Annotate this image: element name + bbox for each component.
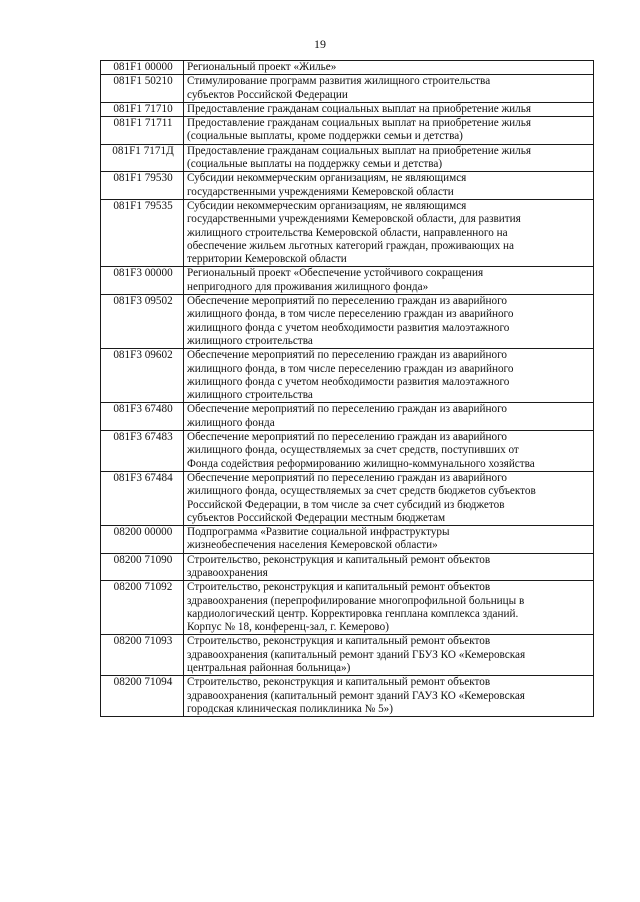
description-cell: Стимулирование программ развития жилищного строительства субъектов Российской Федерации xyxy=(184,75,594,103)
budget-code-cell: 08200 71090 xyxy=(101,553,184,581)
description-cell: Строительство, реконструкция и капитальный ремонт объектов здравоохранения (перепрофилирование многопрофильной больницы в кардиологический центр. Корректировка генплана комплекса зданий. Корпус № 18, конференц-зал, г. Кемерово) xyxy=(184,581,594,635)
budget-code-cell: 081F1 00000 xyxy=(101,61,184,75)
budget-code-cell: 081F3 09502 xyxy=(101,295,184,349)
description-cell: Предоставление гражданам социальных выплат на приобретение жилья (социальные выплаты на поддержку семьи и детства) xyxy=(184,144,594,172)
table-row xyxy=(101,349,594,403)
budget-code-cell: 08200 71093 xyxy=(101,635,184,676)
description-cell: Обеспечение мероприятий по переселению граждан из аварийного жилищного фонда, в том числе переселению граждан из аварийного жилищного фонда с учетом необходимости развития малоэтажного жилищного строительства xyxy=(184,295,594,349)
table-row xyxy=(101,526,594,554)
budget-code-cell: 081F1 71711 xyxy=(101,117,184,145)
table-row xyxy=(101,117,594,145)
description-cell: Строительство, реконструкция и капитальный ремонт объектов здравоохранения (капитальный ремонт зданий ГАУЗ КО «Кемеровская городская клиническая поликлиника № 5») xyxy=(184,676,594,717)
table-row xyxy=(101,102,594,116)
table-row xyxy=(101,144,594,172)
budget-code-cell: 081F1 71710 xyxy=(101,102,184,116)
table-body xyxy=(101,61,594,717)
description-cell: Обеспечение мероприятий по переселению граждан из аварийного жилищного фонда, в том числе переселению граждан из аварийного жилищного фонда с учетом необходимости развития малоэтажного жилищного строительства xyxy=(184,349,594,403)
budget-code-cell: 081F3 09602 xyxy=(101,349,184,403)
budget-code-cell: 08200 00000 xyxy=(101,526,184,554)
budget-code-cell: 081F3 67483 xyxy=(101,431,184,472)
budget-code-cell: 081F1 7171Д xyxy=(101,144,184,172)
budget-code-cell: 081F1 50210 xyxy=(101,75,184,103)
description-cell: Субсидии некоммерческим организациям, не являющимся государственными учреждениями Кемеровской области xyxy=(184,172,594,200)
table-row xyxy=(101,431,594,472)
description-cell: Обеспечение мероприятий по переселению граждан из аварийного жилищного фонда, осуществляемых за счет средств бюджетов субъектов Российской Федерации, в том числе за счет субсидий из бюджетов субъектов Российской Федерации местным бюджетам xyxy=(184,471,594,525)
budget-code-cell: 08200 71094 xyxy=(101,676,184,717)
budget-code-cell: 081F3 00000 xyxy=(101,267,184,295)
description-cell: Подпрограмма «Развитие социальной инфраструктуры жизнеобеспечения населения Кемеровской области» xyxy=(184,526,594,554)
description-cell: Обеспечение мероприятий по переселению граждан из аварийного жилищного фонда xyxy=(184,403,594,431)
description-cell: Предоставление гражданам социальных выплат на приобретение жилья (социальные выплаты, кроме поддержки семьи и детства) xyxy=(184,117,594,145)
table-row xyxy=(101,61,594,75)
description-cell: Обеспечение мероприятий по переселению граждан из аварийного жилищного фонда, осуществляемых за счет средств, поступивших от Фонда содействия реформированию жилищно-коммунального хозяйства xyxy=(184,431,594,472)
budget-code-table xyxy=(100,60,594,717)
description-cell: Строительство, реконструкция и капитальный ремонт объектов здравоохранения (капитальный ремонт зданий ГБУЗ КО «Кемеровская центральная районная больница») xyxy=(184,635,594,676)
table-row xyxy=(101,172,594,200)
table-row xyxy=(101,471,594,525)
table-row xyxy=(101,581,594,635)
table-row xyxy=(101,267,594,295)
description-cell: Региональный проект «Жилье» xyxy=(184,61,594,75)
page-number: 19 xyxy=(314,37,326,51)
description-cell: Предоставление гражданам социальных выплат на приобретение жилья xyxy=(184,102,594,116)
table-row xyxy=(101,199,594,266)
table-row xyxy=(101,75,594,103)
description-cell: Строительство, реконструкция и капитальный ремонт объектов здравоохранения xyxy=(184,553,594,581)
table-row xyxy=(101,403,594,431)
budget-code-cell: 081F3 67484 xyxy=(101,471,184,525)
table-row xyxy=(101,676,594,717)
budget-code-cell: 08200 71092 xyxy=(101,581,184,635)
budget-code-cell: 081F1 79530 xyxy=(101,172,184,200)
table-row xyxy=(101,295,594,349)
table-row xyxy=(101,635,594,676)
budget-code-cell: 081F1 79535 xyxy=(101,199,184,266)
description-cell: Региональный проект «Обеспечение устойчивого сокращения непригодного для проживания жилищного фонда» xyxy=(184,267,594,295)
table-row xyxy=(101,553,594,581)
description-cell: Субсидии некоммерческим организациям, не являющимся государственными учреждениями Кемеровской области, для развития жилищного строительства Кемеровской области, направленного на обеспечение жильем льготных категорий граждан, проживающих на территории Кемеровской области xyxy=(184,199,594,266)
budget-code-cell: 081F3 67480 xyxy=(101,403,184,431)
